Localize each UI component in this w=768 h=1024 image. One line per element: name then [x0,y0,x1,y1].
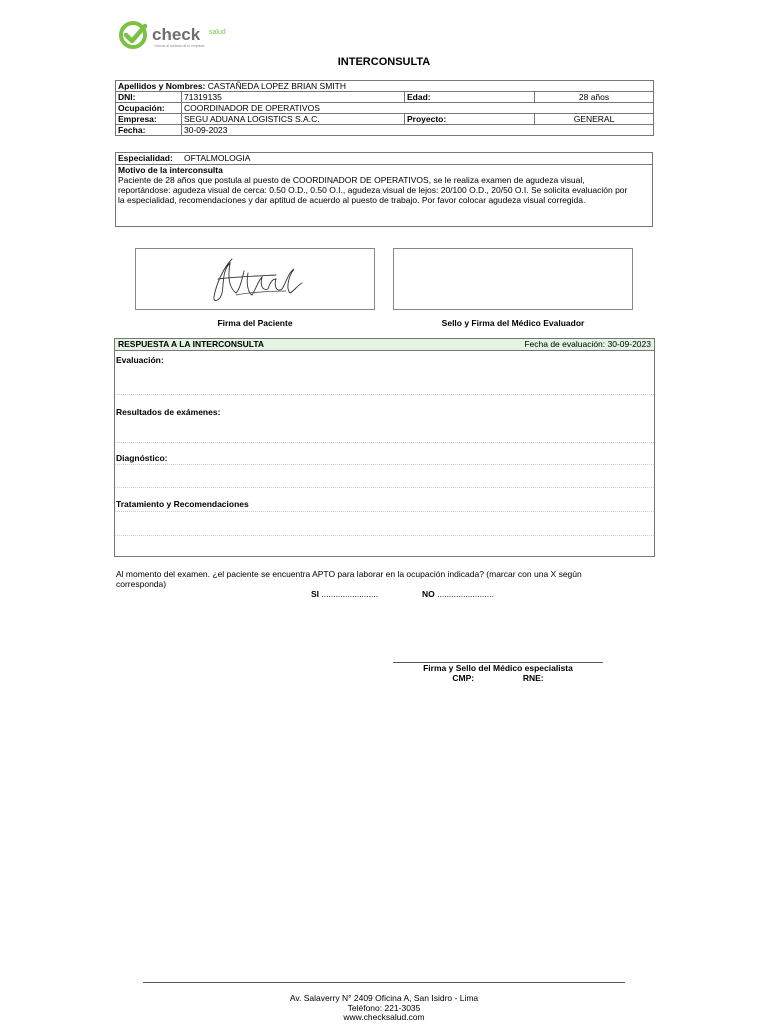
no-label: NO [422,589,435,599]
doctor-signature-box [393,248,633,310]
checksalud-logo [118,20,233,52]
divider [115,535,654,536]
patient-signature-label: Firma del Paciente [217,318,293,328]
resultados-label: Resultados de exámenes: [116,407,221,417]
nombres-row [116,81,654,92]
apto-question [116,569,596,589]
apto-question-line: corresponda) [116,579,167,589]
apto-no-option[interactable] [422,589,494,599]
footer-web: www.checksalud.com [343,1012,425,1022]
footer-phone: Teléfono: 221-3035 [347,1002,421,1013]
rne-label: RNE: [522,673,544,683]
divider [115,442,654,443]
diagnostico-label: Diagnóstico: [116,453,168,463]
specialist-signature-label: Firma y Sello del Médico especialista [423,663,573,673]
nombres-value: CASTAÑEDA LOPEZ BRIAN SMITH [207,81,346,91]
motivo-label: Motivo de la interconsulta [118,165,223,175]
ocupacion-value: COORDINADOR DE OPERATIVOS [182,103,654,114]
logo-sub: salud [209,29,226,36]
especialidad-row [116,153,652,165]
si-label: SI [311,589,320,599]
divider [115,511,654,512]
motivo-line: Paciente de 28 años que postula al puesto de COORDINADOR DE OPERATIVOS, se le realiza examen de agudeza visual, [118,175,585,185]
divider [115,394,654,395]
respuesta-box [114,338,655,557]
patient-signature-image [136,249,374,309]
motivo-line: la especialidad, recomendaciones y dar aptitud de acuerdo al puesto de trabajo. Por favor colocar agudeza visual corregida. [118,195,586,205]
si-blank: ........................ [321,589,379,599]
respuesta-title: RESPUESTA A LA INTERCONSULTA [118,339,265,349]
dni-label: DNI: [116,92,182,103]
specialist-signature-block [393,663,603,683]
empresa-label: Empresa: [116,114,182,125]
respuesta-header [115,339,654,351]
doctor-signature-label: Sello y Firma del Médico Evaluador [441,318,585,328]
page-title: INTERCONSULTA [337,56,431,68]
footer-address: Av. Salaverry N° 2409 Oficina A, San Isidro - Lima [289,993,479,1003]
proyecto-label: Proyecto: [405,114,535,125]
logo-brand: check [152,25,201,44]
cmp-label: CMP: [452,673,475,683]
motivo-text [116,165,652,205]
proyecto-value: GENERAL [535,114,654,125]
dni-value: 71319135 [182,92,405,103]
ocupacion-label: Ocupación: [116,103,182,114]
divider [115,487,654,488]
edad-label: Edad: [405,92,535,103]
edad-value: 28 años [535,92,654,103]
no-blank: ........................ [437,589,494,599]
especialidad-label: Especialidad: [118,153,173,163]
especialidad-value: OFTALMOLOGIA [184,153,251,163]
logo-tagline: Ciencia al cuidado de tu empresa [154,44,205,48]
fecha-value: 30-09-2023 [182,125,654,136]
evaluacion-label: Evaluación: [116,355,164,365]
footer-divider [143,982,625,983]
apto-question-line: Al momento del examen. ¿el paciente se encuentra APTO para laborar en la ocupación indicada? (marcar con una X según [116,569,582,579]
footer [0,994,768,1023]
nombres-label: Apellidos y Nombres: [118,81,206,91]
patient-info-table [115,80,654,136]
empresa-value: SEGU ADUANA LOGISTICS S.A.C. [182,114,405,125]
tratamiento-label: Tratamiento y Recomendaciones [116,499,249,509]
fecha-label: Fecha: [116,125,182,136]
motivo-line: reportándose: agudeza visual de cerca: 0.50 O.D., 0.50 O.I., agudeza visual de lejos: 20/100 O.D., 20/50 O.I. Se solicita evaluación por [118,185,628,195]
fecha-evaluacion: Fecha de evaluación: 30-09-2023 [524,339,651,349]
cmp-rne-row [393,673,603,683]
apto-si-option[interactable] [311,589,378,599]
divider [115,464,654,465]
motivo-box [115,152,653,227]
patient-signature-box [135,248,375,310]
